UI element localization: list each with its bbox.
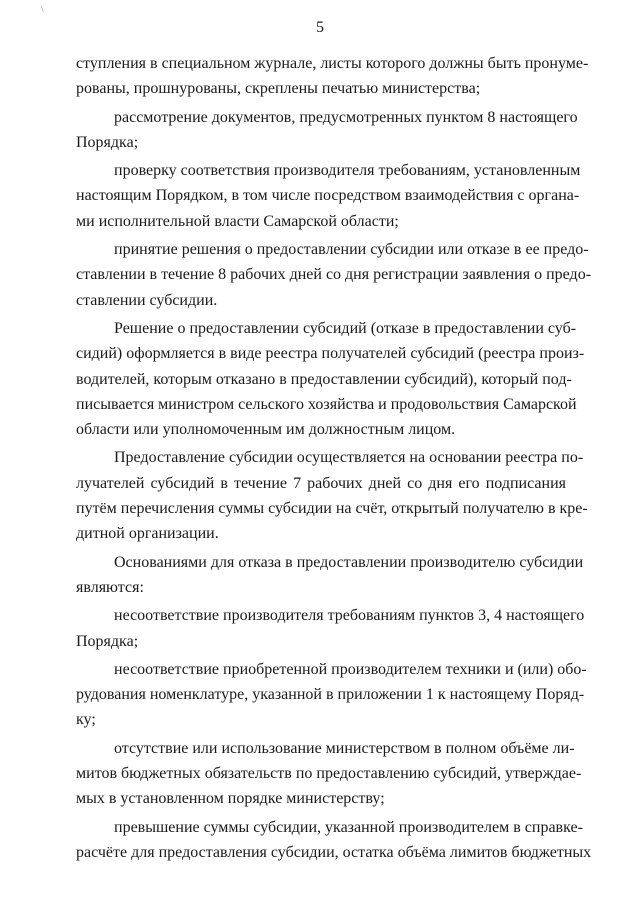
paragraph <box>76 445 588 546</box>
text-line: Порядка; <box>76 632 139 650</box>
paragraph <box>76 105 578 156</box>
text-line: мых в установленном порядке министерству; <box>76 790 385 808</box>
paragraph <box>76 316 585 442</box>
text-line: дитной организации. <box>76 525 219 543</box>
paragraph <box>76 657 587 733</box>
text-line: ступления в специальном журнале, листы которого должны быть пронуме- <box>76 55 589 72</box>
paragraph <box>76 158 581 234</box>
text-line: Порядка; <box>76 133 139 151</box>
text-line: водителей, которым отказано в предоставлении субсидий), который под- <box>76 370 572 388</box>
text-line: области или уполномоченным им должностным лицом. <box>76 421 456 439</box>
text-line: ми исполнительной власти Самарской области; <box>76 212 399 230</box>
text-line: митов бюджетных обязательств по предоставлению субсидий, утверждае- <box>76 765 582 783</box>
text-line: ставлении в течение 8 рабочих дней со дня регистрации заявления о предо- <box>76 266 592 284</box>
text-line: лучателей субсидий в течение 7 рабочих дней со дня его подписания <box>76 474 566 492</box>
paragraph <box>76 815 592 866</box>
paragraph <box>76 550 584 601</box>
text-line: настоящим Порядком, в том числе посредством взаимодействия с органа- <box>76 187 580 205</box>
paragraph <box>76 603 585 654</box>
text-line: являются: <box>76 578 144 596</box>
text-line: Решение о предоставлении субсидий (отказе в предоставлении суб- <box>114 319 577 337</box>
text-line: принятие решения о предоставлении субсидии или отказе в ее предо- <box>114 241 589 259</box>
text-line: Основаниями для отказа в предоставлении производителю субсидии <box>114 553 584 571</box>
text-line: ставлении субсидии. <box>76 291 218 309</box>
text-line: Предоставление субсидии осуществляется на основании реестра по- <box>114 449 584 467</box>
text-line: превышение суммы субсидии, указанной производителем в справке- <box>114 818 583 836</box>
document-body <box>76 51 592 868</box>
text-line: несоответствие приобретенной производителем техники и (или) обо- <box>114 660 587 678</box>
text-line: путём перечисления суммы субсидии на счёт, открытый получателю в кре- <box>76 500 588 518</box>
text-line: рованы, прошнурованы, скреплены печатью министерства; <box>76 80 481 98</box>
text-line: расчёте для предоставления субсидии, остатка объёма лимитов бюджетных <box>76 843 592 861</box>
text-line: сидий) оформляется в виде реестра получателей субсидий (реестра произ- <box>76 345 585 363</box>
text-line: проверку соответствия производителя требованиям, установленным <box>114 162 581 180</box>
text-line: несоответствие производителя требованиям пунктов 3, 4 настоящего <box>114 607 585 625</box>
page-number: 5 <box>316 19 324 36</box>
paragraph <box>76 736 582 812</box>
text-line: рассмотрение документов, предусмотренных пунктом 8 настоящего <box>114 108 578 126</box>
text-line: отсутствие или использование министерством в полном объёме ли- <box>114 739 575 757</box>
text-line: ку; <box>76 711 96 729</box>
text-line: рудования номенклатуре, указанной в приложении 1 к настоящему Поряд- <box>76 686 585 704</box>
corner-mark: \ <box>41 4 44 14</box>
paragraph <box>76 51 589 102</box>
text-line: писывается министром сельского хозяйства и продовольствия Самарской <box>76 395 577 413</box>
paragraph <box>76 237 592 313</box>
